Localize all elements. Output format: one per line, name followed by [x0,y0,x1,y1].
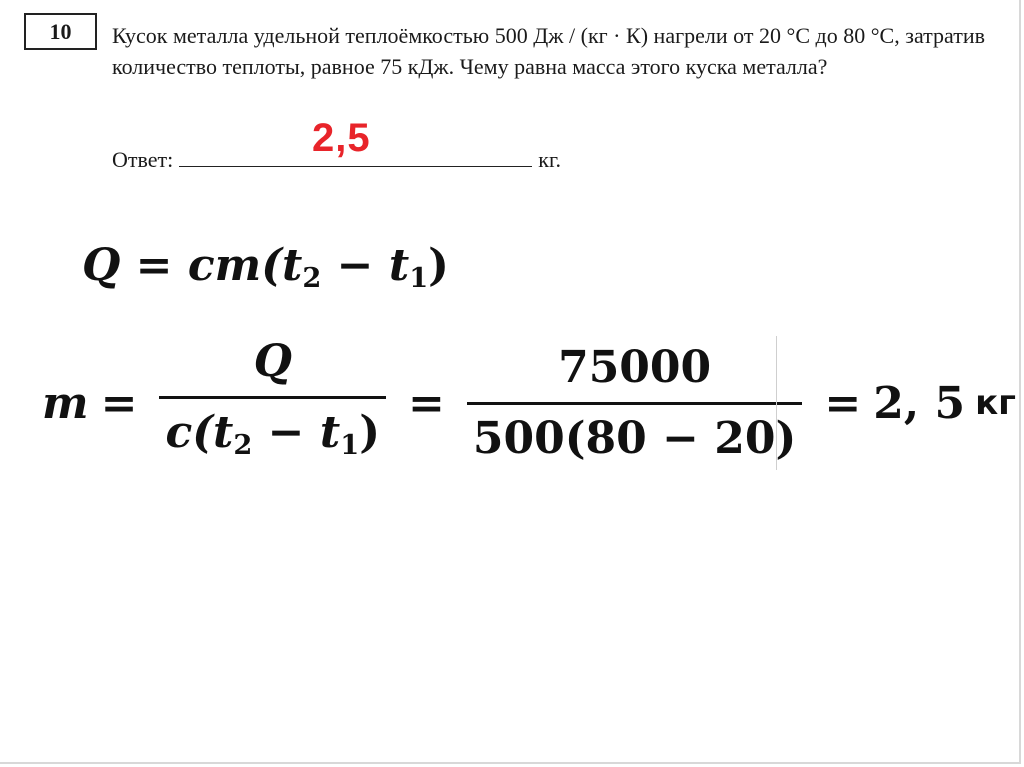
formula1-close: ) [428,240,449,291]
formula2-unit: кг [975,383,1016,424]
den-t1: t [319,407,341,458]
den-sub1: 1 [340,428,360,461]
formula2-equals-2: = [408,377,445,429]
fraction-numeric-denominator: 500(80 − 20) [467,402,802,465]
fraction-symbolic-numerator: Q [253,336,292,387]
formula2-equals-3: = [824,377,862,429]
separator-line [776,336,777,470]
fraction-symbolic [159,336,386,471]
task-number: 10 [49,18,72,44]
formula1-cm: cm( [187,240,283,291]
task-number-box [24,13,97,50]
den-t2: t [213,407,234,458]
fraction-numeric [467,342,802,465]
formula1-t1: t [388,240,410,291]
formula1-t2: t [282,240,303,291]
answer-label: Ответ: [112,147,174,172]
formula1-minus: − [321,240,389,291]
formula1-equals: = [135,240,173,291]
fraction-numeric-numerator: 75000 [558,341,712,393]
handwritten-answer: 2,5 [312,116,371,160]
formula2-m: m [42,377,89,429]
den-minus: − [252,407,320,458]
formula1-Q: Q [82,240,121,291]
formula2-equals-1: = [100,377,138,429]
fraction-symbolic-denominator [159,396,386,471]
formula1-sub1: 1 [409,261,429,294]
answer-unit: кг. [538,147,561,172]
den-sub2: 2 [233,428,253,461]
heat-formula [82,240,449,294]
formula1-sub2: 2 [302,261,322,294]
formula2-result: 2, 5 [873,377,966,429]
mass-formula [42,336,1016,471]
question-text: Кусок металла удельной теплоёмкостью 500 Дж / (кг · К) нагрели от 20 °С до 80 °С, затратив количество теплоты, равное 75 кДж. Чему равна масса этого куска металла? [112,23,985,79]
den-close: ) [359,407,381,458]
den-prefix: c( [165,407,214,458]
